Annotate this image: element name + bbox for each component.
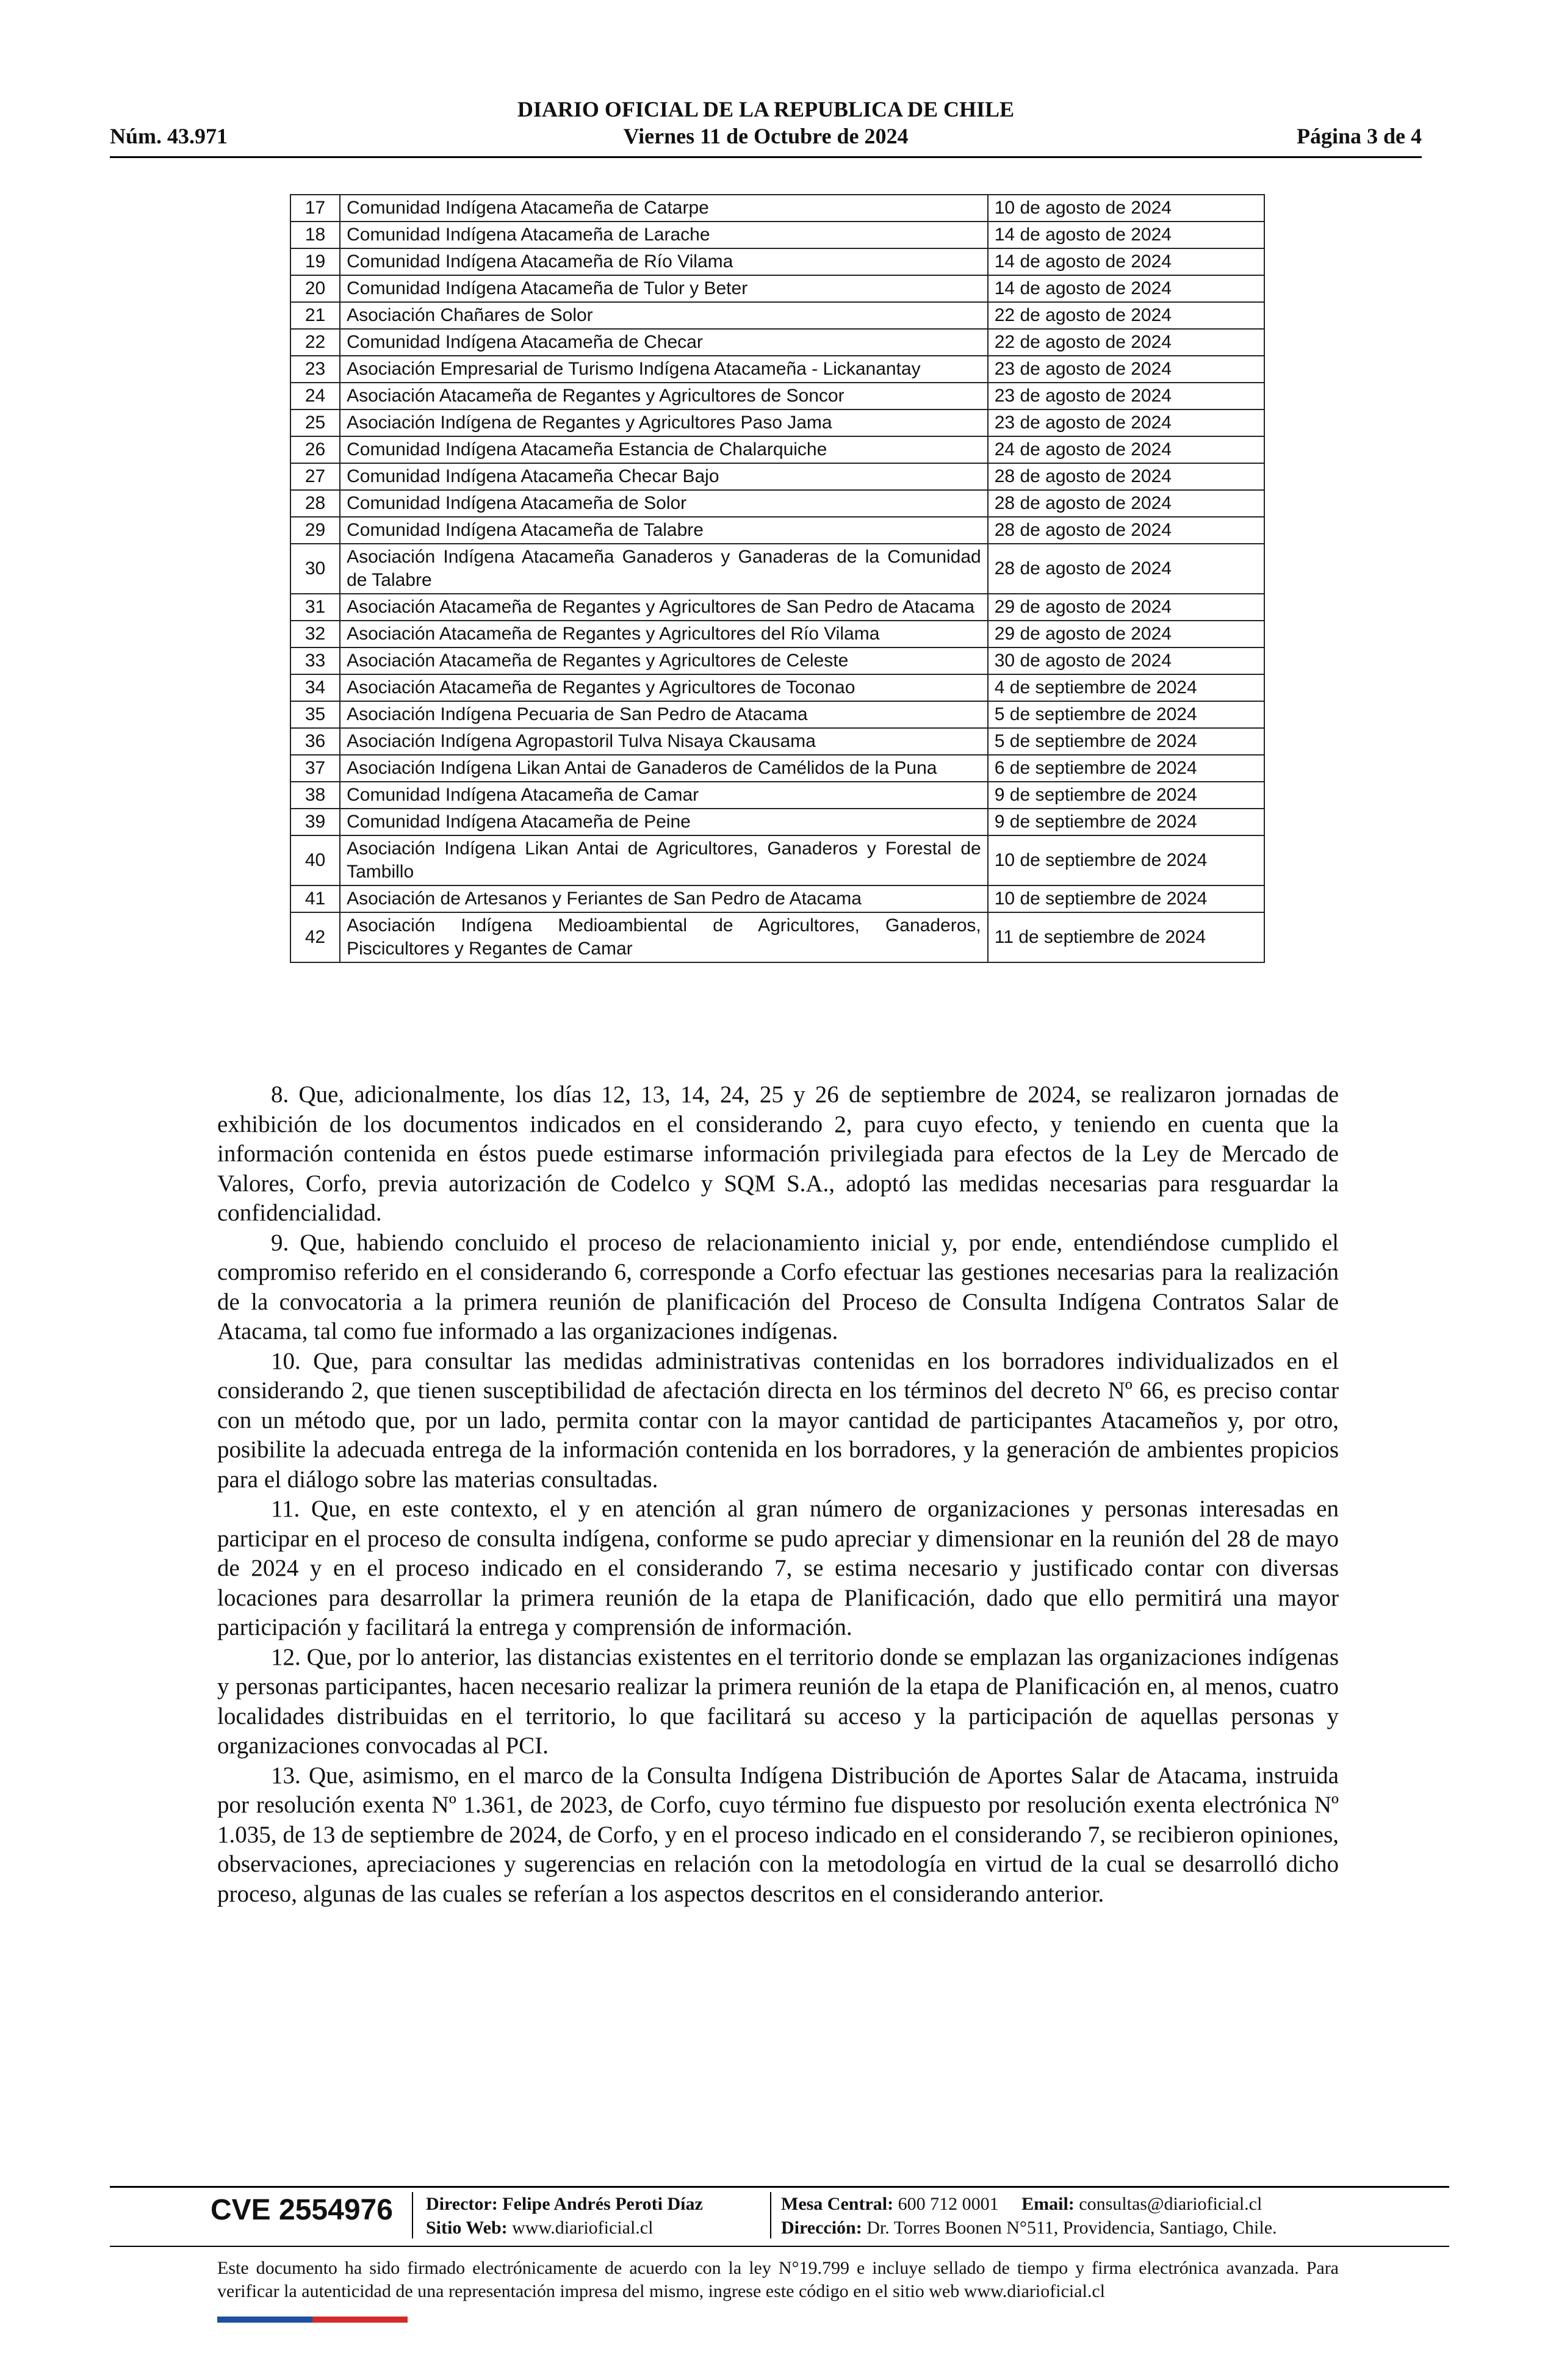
row-number: 38 [290, 782, 340, 809]
organizations-table-body [290, 195, 1264, 962]
table-row [290, 544, 1264, 594]
email-label: Email: [1021, 2194, 1075, 2214]
meeting-date: 22 de agosto de 2024 [988, 302, 1264, 329]
organization-name: Asociación Atacameña de Regantes y Agricultores del Río Vilama [340, 621, 988, 647]
table-row [290, 912, 1264, 962]
table-row [290, 302, 1264, 329]
flag-color-bar [217, 2317, 408, 2323]
organization-name: Comunidad Indígena Atacameña de Río Vilama [340, 248, 988, 275]
organizations-table [290, 194, 1265, 963]
meeting-date: 14 de agosto de 2024 [988, 222, 1264, 248]
row-number: 42 [290, 912, 340, 962]
row-number: 39 [290, 809, 340, 835]
paragraph-8: 8. Que, adicionalmente, los días 12, 13, 14, 24, 25 y 26 de septiembre de 2024, se realizaron jornadas de exhibición de los documentos indicados en el considerando 2, para cuyo efecto, y teniendo en cuenta que la información contenida en éstos puede estimarse información privilegiada para efectos de la Ley de Mercado de Valores, Corfo, previa autorización de Codelco y SQM S.A., adoptó las medidas necesarias para resguardar la confidencialidad. [217, 1081, 1339, 1226]
flag-blue-segment [217, 2317, 312, 2323]
footer-separator [770, 2192, 771, 2238]
meeting-date: 10 de septiembre de 2024 [988, 885, 1264, 912]
organization-name: Asociación Chañares de Solor [340, 302, 988, 329]
paragraph-9: 9. Que, habiendo concluido el proceso de relacionamiento inicial y, por ende, entendiéndose cumplido el compromiso referido en el considerando 6, corresponde a Corfo efectuar las gestiones necesarias para la realización de la convocatoria a la primera reunión de planificación del Proceso de Consulta Indígena Contratos Salar de Atacama, tal como fue informado a las organizaciones indígenas. [217, 1229, 1339, 1344]
row-number: 27 [290, 463, 340, 490]
table-row [290, 835, 1264, 885]
meeting-date: 14 de agosto de 2024 [988, 248, 1264, 275]
organization-name: Asociación Atacameña de Regantes y Agricultores de Toconao [340, 674, 988, 701]
address-value: Dr. Torres Boonen N°511, Providencia, Santiago, Chile. [866, 2218, 1277, 2238]
site-link[interactable]: www.diarioficial.cl [512, 2218, 654, 2238]
footer-director [426, 2194, 703, 2215]
footer-website [426, 2218, 653, 2238]
row-number: 29 [290, 517, 340, 544]
meeting-date: 22 de agosto de 2024 [988, 329, 1264, 356]
organization-name: Comunidad Indígena Atacameña Estancia de Chalarquiche [340, 436, 988, 463]
row-number: 21 [290, 302, 340, 329]
meeting-date: 14 de agosto de 2024 [988, 275, 1264, 302]
cve-code: CVE 2554976 [211, 2194, 393, 2226]
row-number: 19 [290, 248, 340, 275]
organization-name: Asociación Indígena de Regantes y Agricultores Paso Jama [340, 409, 988, 436]
table-row [290, 436, 1264, 463]
row-number: 22 [290, 329, 340, 356]
row-number: 40 [290, 835, 340, 885]
meeting-date: 28 de agosto de 2024 [988, 463, 1264, 490]
row-number: 28 [290, 490, 340, 517]
director-name: Felipe Andrés Peroti Díaz [502, 2194, 703, 2214]
meeting-date: 29 de agosto de 2024 [988, 594, 1264, 621]
table-row [290, 463, 1264, 490]
footer-top-divider [110, 2186, 1449, 2188]
table-row [290, 885, 1264, 912]
email-link[interactable]: consultas@diarioficial.cl [1079, 2194, 1262, 2214]
site-label: Sitio Web: [426, 2218, 508, 2238]
row-number: 33 [290, 647, 340, 674]
table-row [290, 674, 1264, 701]
organization-name: Comunidad Indígena Atacameña de Catarpe [340, 195, 988, 222]
row-number: 30 [290, 544, 340, 594]
meeting-date: 10 de agosto de 2024 [988, 195, 1264, 222]
meeting-date: 11 de septiembre de 2024 [988, 912, 1264, 962]
newspaper-title: DIARIO OFICIAL DE LA REPUBLICA DE CHILE [517, 97, 1015, 121]
row-number: 36 [290, 728, 340, 755]
organization-name: Asociación Indígena Atacameña Ganaderos y Ganaderas de la Comunidad de Talabre [340, 544, 988, 594]
organization-name: Asociación Indígena Likan Antai de Agricultores, Ganaderos y Forestal de Tambillo [340, 835, 988, 885]
mesa-phone: 600 712 0001 [898, 2194, 999, 2214]
row-number: 26 [290, 436, 340, 463]
row-number: 34 [290, 674, 340, 701]
table-row [290, 621, 1264, 647]
signature-note: Este documento ha sido firmado electrónicamente de acuerdo con la ley N°19.799 e incluye sellado de tiempo y firma electrónica avanzada. Para verificar la autenticidad de una representación impresa del mismo, ingrese este código en el sitio web www.diarioficial.cl [217, 2258, 1339, 2301]
meeting-date: 5 de septiembre de 2024 [988, 701, 1264, 728]
meeting-date: 23 de agosto de 2024 [988, 383, 1264, 409]
meeting-date: 24 de agosto de 2024 [988, 436, 1264, 463]
table-row [290, 409, 1264, 436]
organization-name: Comunidad Indígena Atacameña Checar Bajo [340, 463, 988, 490]
flag-red-segment [312, 2317, 408, 2323]
organization-name: Comunidad Indígena Atacameña de Checar [340, 329, 988, 356]
footer-address [781, 2218, 1277, 2238]
paragraph-10: 10. Que, para consultar las medidas administrativas contenidas en los borradores individualizados en el considerando 2, que tienen susceptibilidad de afectación directa en los términos del decreto Nº 66, es preciso contar con un método que, por un lado, permita contar con la mayor cantidad de participantes Atacameños y, por otro, posibilite la adecuada entrega de la información contenida en los borradores, y la generación de ambientes propicios para el diálogo sobre las materias consultadas. [217, 1347, 1339, 1493]
organization-name: Asociación Atacameña de Regantes y Agricultores de San Pedro de Atacama [340, 594, 988, 621]
organization-name: Comunidad Indígena Atacameña de Solor [340, 490, 988, 517]
meeting-date: 28 de agosto de 2024 [988, 490, 1264, 517]
organization-name: Asociación Atacameña de Regantes y Agricultores de Soncor [340, 383, 988, 409]
meeting-date: 23 de agosto de 2024 [988, 356, 1264, 383]
meeting-date: 9 de septiembre de 2024 [988, 782, 1264, 809]
row-number: 32 [290, 621, 340, 647]
table-row [290, 490, 1264, 517]
address-label: Dirección: [781, 2218, 862, 2238]
meeting-date: 28 de agosto de 2024 [988, 517, 1264, 544]
footer-separator [412, 2192, 413, 2238]
page-header [110, 96, 1422, 157]
meeting-date: 29 de agosto de 2024 [988, 621, 1264, 647]
meeting-date: 9 de septiembre de 2024 [988, 809, 1264, 835]
organization-name: Comunidad Indígena Atacameña de Talabre [340, 517, 988, 544]
organization-name: Comunidad Indígena Atacameña de Camar [340, 782, 988, 809]
organization-name: Asociación de Artesanos y Feriantes de San Pedro de Atacama [340, 885, 988, 912]
table-row [290, 248, 1264, 275]
body-text [217, 1080, 1339, 1909]
issue-number: Núm. 43.971 [110, 124, 228, 148]
table-row [290, 356, 1264, 383]
organization-name: Comunidad Indígena Atacameña de Tulor y Beter [340, 275, 988, 302]
table-row [290, 329, 1264, 356]
row-number: 41 [290, 885, 340, 912]
meeting-date: 5 de septiembre de 2024 [988, 728, 1264, 755]
table-row [290, 728, 1264, 755]
row-number: 31 [290, 594, 340, 621]
paragraph-13: 13. Que, asimismo, en el marco de la Consulta Indígena Distribución de Aportes Salar de Atacama, instruida por resolución exenta Nº 1.361, de 2023, de Corfo, cuyo término fue dispuesto por resolución exenta electrónica Nº 1.035, de 13 de septiembre de 2024, de Corfo, y en el proceso indicado en el considerando 7, se recibieron opiniones, observaciones, apreciaciones y sugerencias en relación con la metodología en virtud de la cual se desarrolló dicho proceso, algunas de las cuales se referían a los aspectos descritos en el considerando anterior. [217, 1762, 1339, 1907]
meeting-date: 23 de agosto de 2024 [988, 409, 1264, 436]
table-row [290, 594, 1264, 621]
row-number: 20 [290, 275, 340, 302]
meeting-date: 6 de septiembre de 2024 [988, 755, 1264, 782]
mesa-label: Mesa Central: [781, 2194, 894, 2214]
table-row [290, 809, 1264, 835]
row-number: 37 [290, 755, 340, 782]
page-number: Página 3 de 4 [1296, 124, 1422, 148]
row-number: 23 [290, 356, 340, 383]
table-row [290, 701, 1264, 728]
footer-contact [781, 2194, 1262, 2215]
row-number: 17 [290, 195, 340, 222]
row-number: 24 [290, 383, 340, 409]
table-row [290, 195, 1264, 222]
paragraph-11: 11. Que, en este contexto, el y en atención al gran número de organizaciones y personas interesadas en participar en el proceso de consulta indígena, conforme se pudo apreciar y dimensionar en la reunión del 28 de mayo de 2024 y en el proceso indicado en el considerando 7, se estima necesario y justificado contar con diversas locaciones para desarrollar la primera reunión de la etapa de Planificación, dado que ello permitirá una mayor participación y facilitará la entrega y comprensión de información. [217, 1496, 1339, 1640]
organization-name: Asociación Atacameña de Regantes y Agricultores de Celeste [340, 647, 988, 674]
row-number: 18 [290, 222, 340, 248]
row-number: 35 [290, 701, 340, 728]
organization-name: Asociación Indígena Pecuaria de San Pedro de Atacama [340, 701, 988, 728]
issue-date: Viernes 11 de Octubre de 2024 [623, 124, 909, 148]
paragraph-12: 12. Que, por lo anterior, las distancias existentes en el territorio donde se emplazan las organizaciones indígenas y personas participantes, hacen necesario realizar la primera reunión de la etapa de Planificación en, al menos, cuatro localidades distribuidas en el territorio, lo que facilitará su acceso y la participación de aquellas personas y organizaciones convocadas al PCI. [217, 1643, 1339, 1759]
meeting-date: 30 de agosto de 2024 [988, 647, 1264, 674]
organization-name: Asociación Indígena Agropastoril Tulva Nisaya Ckausama [340, 728, 988, 755]
table-row [290, 383, 1264, 409]
row-number: 25 [290, 409, 340, 436]
organization-name: Comunidad Indígena Atacameña de Larache [340, 222, 988, 248]
table-row [290, 755, 1264, 782]
footer-bottom-divider [110, 2246, 1449, 2247]
table-row [290, 782, 1264, 809]
meeting-date: 4 de septiembre de 2024 [988, 674, 1264, 701]
organization-name: Asociación Empresarial de Turismo Indígena Atacameña - Lickanantay [340, 356, 988, 383]
table-row [290, 222, 1264, 248]
table-row [290, 275, 1264, 302]
table-row [290, 647, 1264, 674]
meeting-date: 28 de agosto de 2024 [988, 544, 1264, 594]
organization-name: Comunidad Indígena Atacameña de Peine [340, 809, 988, 835]
organization-name: Asociación Indígena Medioambiental de Agricultores, Ganaderos, Piscicultores y Regantes de Camar [340, 912, 988, 962]
director-label: Director: [426, 2194, 498, 2214]
organization-name: Asociación Indígena Likan Antai de Ganaderos de Camélidos de la Puna [340, 755, 988, 782]
header-divider [110, 156, 1422, 158]
meeting-date: 10 de septiembre de 2024 [988, 835, 1264, 885]
table-row [290, 517, 1264, 544]
